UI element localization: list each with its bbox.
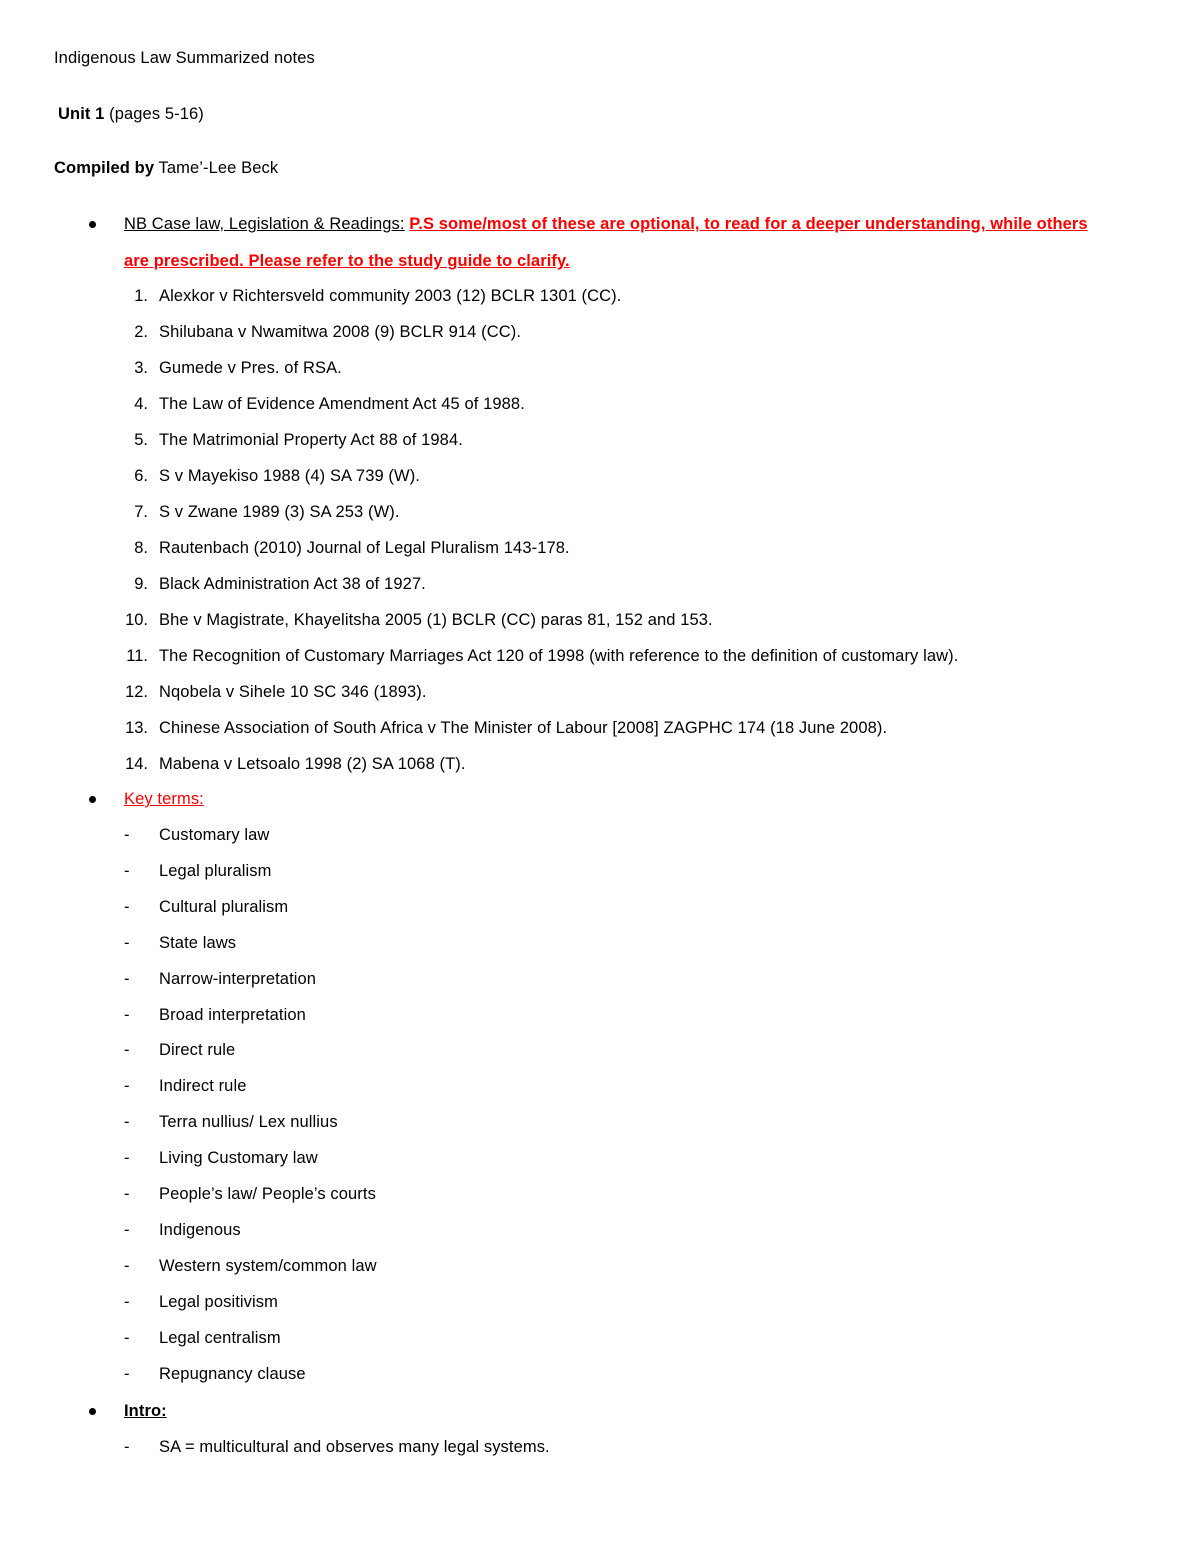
- bullet-icon: [89, 796, 96, 803]
- list-item: The Matrimonial Property Act 88 of 1984.: [159, 431, 463, 449]
- nb-heading: NB Case law, Legislation & Readings:: [124, 215, 405, 233]
- nb-heading-line: [124, 214, 1088, 234]
- list-item-number: 4.: [134, 395, 148, 413]
- dash-marker: -: [124, 969, 130, 988]
- list-item: Bhe v Magistrate, Khayelitsha 2005 (1) BCLR (CC) paras 81, 152 and 153.: [159, 611, 713, 629]
- list-item-number: 13.: [125, 719, 148, 737]
- key-term-item: Direct rule: [159, 1041, 236, 1060]
- dash-marker: -: [124, 1256, 130, 1275]
- compiled-by-line: [54, 158, 278, 178]
- list-item-number: 1.: [134, 287, 148, 305]
- list-item: The Recognition of Customary Marriages Act 120 of 1998 (with reference to the definition of customary law).: [159, 647, 959, 665]
- dash-marker: -: [124, 1364, 130, 1383]
- dash-marker: -: [124, 826, 130, 844]
- dash-marker: -: [124, 1041, 130, 1060]
- list-item-number: 11.: [126, 647, 148, 665]
- unit-line: [58, 104, 204, 124]
- list-item: Mabena v Letsoalo 1998 (2) SA 1068 (T).: [159, 755, 466, 773]
- key-term-item: Narrow-interpretation: [159, 969, 317, 988]
- key-terms-heading-line: [124, 789, 204, 809]
- list-item: Nqobela v Sihele 10 SC 346 (1893).: [159, 683, 427, 701]
- intro-heading-line: [124, 1401, 167, 1421]
- bullet-icon: [89, 1408, 96, 1415]
- dash-marker: -: [124, 1005, 130, 1024]
- compiled-by-author: Tame’-Lee Beck: [154, 159, 279, 177]
- key-term-item: People’s law/ People’s courts: [159, 1185, 376, 1203]
- list-item: Black Administration Act 38 of 1927.: [159, 575, 426, 593]
- list-item: S v Mayekiso 1988 (4) SA 739 (W).: [159, 467, 420, 485]
- dash-marker: -: [124, 933, 130, 952]
- list-item-number: 8.: [134, 539, 148, 557]
- key-term-item: Legal pluralism: [159, 861, 272, 880]
- list-item-number: 5.: [134, 431, 148, 449]
- list-item-number: 7.: [134, 503, 148, 521]
- key-term-item: Legal positivism: [159, 1292, 278, 1311]
- list-item: The Law of Evidence Amendment Act 45 of 1988.: [159, 395, 525, 413]
- dash-marker: -: [124, 1077, 130, 1096]
- key-term-item: Broad interpretation: [159, 1005, 306, 1024]
- key-term-item: Customary law: [159, 826, 270, 844]
- list-item: Chinese Association of South Africa v The Minister of Labour [2008] ZAGPHC 174 (18 June 2008).: [159, 719, 888, 737]
- list-item-number: 10.: [125, 611, 148, 629]
- list-item: Shilubana v Nwamitwa 2008 (9) BCLR 914 (CC).: [159, 323, 522, 341]
- document-title: Indigenous Law Summarized notes: [54, 49, 315, 67]
- key-term-item: Terra nullius/ Lex nullius: [159, 1113, 338, 1132]
- key-term-item: Cultural pluralism: [159, 897, 289, 916]
- intro-item: SA = multicultural and observes many legal systems.: [159, 1438, 550, 1456]
- list-item: Gumede v Pres. of RSA.: [159, 359, 342, 377]
- list-item: Alexkor v Richtersveld community 2003 (12) BCLR 1301 (CC).: [159, 287, 622, 305]
- key-term-item: State laws: [159, 933, 237, 952]
- key-terms-heading: Key terms:: [124, 790, 204, 808]
- key-term-item: Living Customary law: [159, 1149, 318, 1168]
- key-term-item: Indirect rule: [159, 1077, 247, 1096]
- list-item-number: 3.: [134, 359, 148, 377]
- unit-label: Unit 1: [58, 105, 105, 123]
- list-item-number: 6.: [134, 467, 148, 485]
- dash-marker: -: [124, 1328, 130, 1347]
- nb-note-continued: [124, 251, 570, 271]
- dash-marker: -: [124, 1438, 130, 1456]
- key-term-item: Western system/common law: [159, 1256, 377, 1275]
- list-item-number: 12.: [125, 683, 148, 701]
- unit-pages: (pages 5-16): [104, 105, 204, 123]
- dash-marker: -: [124, 861, 130, 880]
- key-term-item: Legal centralism: [159, 1328, 281, 1347]
- nb-note-line2: are prescribed. Please refer to the study guide to clarify.: [124, 252, 570, 270]
- list-item-number: 14.: [125, 755, 148, 773]
- dash-marker: -: [124, 1113, 130, 1132]
- intro-heading: Intro:: [124, 1402, 167, 1420]
- dash-marker: -: [124, 1149, 130, 1168]
- dash-marker: -: [124, 1292, 130, 1311]
- dash-marker: -: [124, 1220, 130, 1239]
- dash-marker: -: [124, 1185, 130, 1203]
- key-term-item: Repugnancy clause: [159, 1364, 306, 1383]
- list-item-number: 9.: [134, 575, 148, 593]
- list-item: Rautenbach (2010) Journal of Legal Pluralism 143-178.: [159, 539, 570, 557]
- nb-note: P.S some/most of these are optional, to read for a deeper understanding, while others: [409, 215, 1088, 233]
- compiled-by-label: Compiled by: [54, 159, 155, 177]
- key-term-item: Indigenous: [159, 1220, 241, 1239]
- dash-marker: -: [124, 897, 130, 916]
- list-item-number: 2.: [134, 323, 148, 341]
- list-item: S v Zwane 1989 (3) SA 253 (W).: [159, 503, 400, 521]
- bullet-icon: [89, 221, 96, 228]
